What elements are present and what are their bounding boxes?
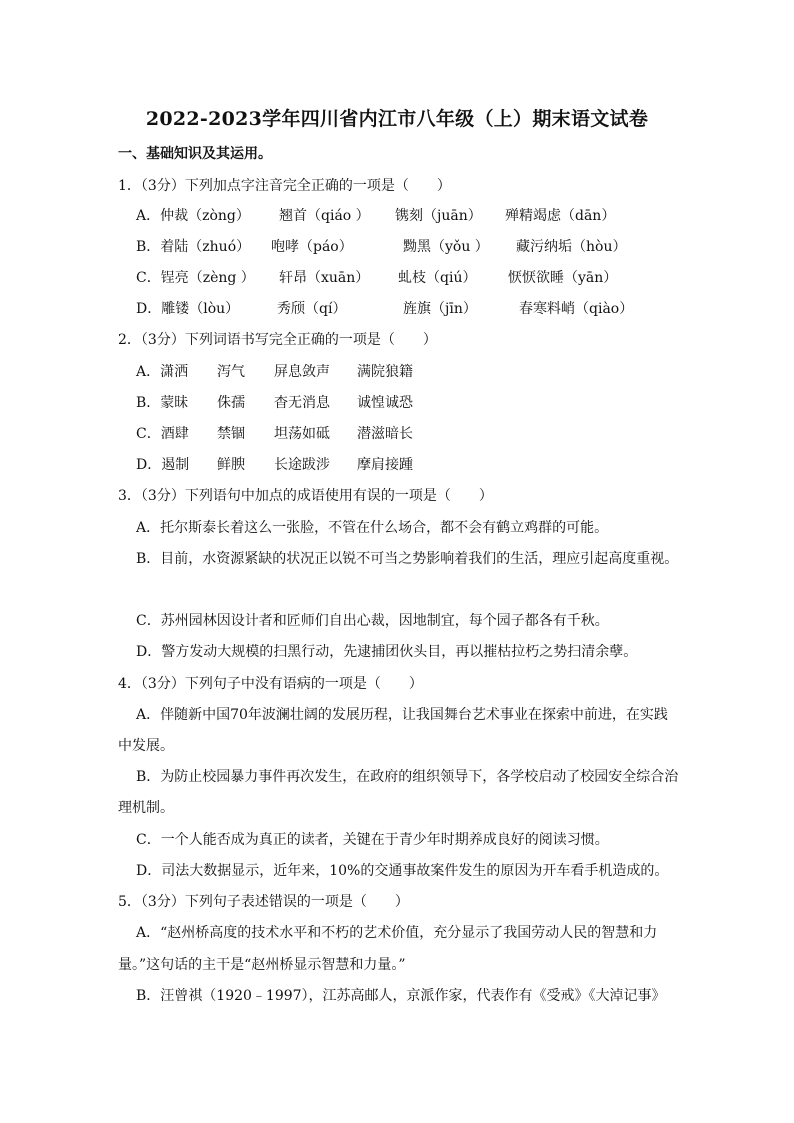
question-4-option-d: D．司法大数据显示，近年来，10%的交通事故案件发生的原因为开车看手机造成的。 bbox=[136, 863, 669, 879]
question-4-option-b-continued: 理机制。 bbox=[118, 800, 174, 816]
question-3-option-d: D．警方发动大规模的扫黑行动，先逮捕团伙头目，再以摧枯拉朽之势扫清余孽。 bbox=[136, 644, 638, 660]
question-3-option-c: C．苏州园林因设计者和匠师们自出心裁，因地制宜，每个园子都各有千秋。 bbox=[136, 613, 609, 629]
question-4-option-a: A．伴随新中国70年波澜壮阔的发展历程，让我国舞台艺术事业在探索中前进，在实践 bbox=[136, 707, 668, 723]
option-cell: 秀颀（qí） bbox=[277, 301, 347, 317]
option-cell: 咆哮（páo） bbox=[271, 239, 353, 255]
option-cell: C．酒肆 bbox=[136, 426, 189, 442]
option-cell: 屏息敛声 bbox=[274, 364, 330, 380]
option-cell: 诚惶诚恐 bbox=[357, 395, 413, 411]
option-cell: 坦荡如砥 bbox=[274, 426, 330, 442]
question-4-option-c: C．一个人能否成为真正的读者，关键在于青少年时期养成良好的阅读习惯。 bbox=[136, 832, 609, 848]
option-cell: 春寒料峭（qiào） bbox=[519, 301, 634, 317]
option-cell: B．蒙昧 bbox=[136, 395, 189, 411]
section-heading: 一、基础知识及其运用。 bbox=[118, 146, 272, 162]
question-4-option-a-continued: 中发展。 bbox=[118, 738, 174, 754]
option-cell: 潜滋暗长 bbox=[357, 426, 413, 442]
question-4-stem: 4．（3分）下列句子中没有语病的一项是（ ） bbox=[118, 676, 423, 692]
option-cell: B．着陆（zhuó） bbox=[136, 239, 251, 255]
option-cell: 恹恹欲睡（yān） bbox=[508, 270, 618, 286]
option-cell: 旌旗（jīn） bbox=[403, 301, 477, 317]
option-cell: A．潇洒 bbox=[136, 364, 189, 380]
option-cell: D．遏制 bbox=[136, 457, 190, 473]
option-cell: 泻气 bbox=[217, 364, 245, 380]
option-cell: 满院狼籍 bbox=[357, 364, 413, 380]
option-cell: 翘首（qiáo ） bbox=[279, 208, 370, 224]
option-cell: 轩昂（xuān） bbox=[279, 270, 370, 286]
question-1-stem: 1．（3分）下列加点字注音完全正确的一项是（ ） bbox=[118, 178, 451, 194]
question-2-stem: 2．（3分）下列词语书写完全正确的一项是（ ） bbox=[118, 332, 437, 348]
option-cell: 殚精竭虑（dān） bbox=[505, 208, 616, 224]
option-cell: 黝黑（yǒu ） bbox=[403, 239, 489, 255]
question-3-option-b: B．目前，水资源紧缺的状况正以锐不可当之势影响着我们的生活，理应引起高度重视。 bbox=[136, 551, 679, 567]
question-5-stem: 5．（3分）下列句子表述错误的一项是（ ） bbox=[118, 894, 409, 910]
option-cell: 镌刻（juān） bbox=[395, 208, 482, 224]
question-5-option-a: A．“赵州桥高度的技术水平和不朽的艺术价值，充分显示了我国劳动人民的智慧和力 bbox=[136, 925, 658, 941]
page-title: 2022-2023学年四川省内江市八年级（上）期末语文试卷 bbox=[145, 108, 649, 130]
option-cell: 侏孺 bbox=[217, 395, 245, 411]
option-cell: 鲜腴 bbox=[217, 457, 245, 473]
option-cell: C．锃亮（zèng ） bbox=[136, 270, 255, 286]
question-4-option-b: B．为防止校园暴力事件再次发生，在政府的组织领导下，各学校启动了校园安全综合治 bbox=[136, 769, 679, 785]
option-cell: A．仲裁（zòng） bbox=[136, 208, 250, 224]
question-3-stem: 3．（3分）下列语句中加点的成语使用有误的一项是（ ） bbox=[118, 488, 493, 504]
option-cell: 长途跋涉 bbox=[274, 457, 330, 473]
question-5-option-b: B．汪曾祺（1920﹣1997），江苏高邮人，京派作家，代表作有《受戒》《大淖记事》 bbox=[136, 988, 666, 1004]
option-cell: D．雕镂（lòu） bbox=[136, 301, 240, 317]
question-5-option-a-continued: 量。”这句话的主干是“赵州桥显示智慧和力量。” bbox=[118, 957, 406, 973]
option-cell: 摩肩接踵 bbox=[357, 457, 413, 473]
option-cell: 禁锢 bbox=[217, 426, 245, 442]
option-cell: 藏污纳垢（hòu） bbox=[516, 239, 627, 255]
option-cell: 杳无消息 bbox=[274, 395, 330, 411]
question-3-option-a: A．托尔斯泰长着这么一张脸，不管在什么场合，都不会有鹤立鸡群的可能。 bbox=[136, 520, 609, 536]
option-cell: 虬枝（qiú） bbox=[398, 270, 477, 286]
